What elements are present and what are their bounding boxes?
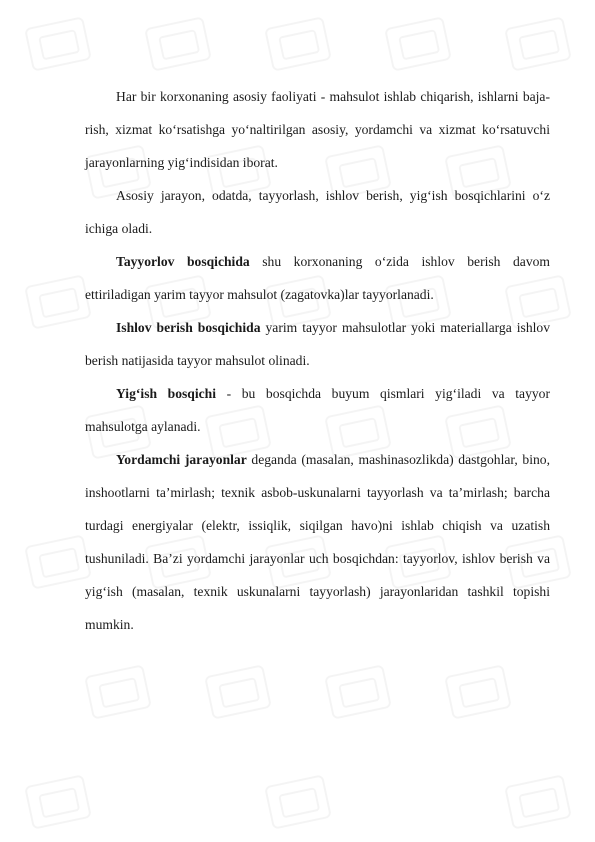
paragraph-preparation-stage	[85, 245, 550, 311]
term-bold: Yig‘ish bosqichi	[116, 386, 216, 401]
paragraph-text: Har bir korxonaning asosiy faoliyati - mahsulot ishlab chiqarish, ishlarni baja-rish, xizmat ko‘rsatishga yo‘naltirilgan asosiy, yordamchi va xizmat ko‘rsatuvchi jarayonlarning yig‘indisidan iborat.	[85, 89, 550, 170]
document-body	[85, 80, 550, 641]
paragraph-text: shu korxonaning o‘zida ishlov berish davom ettiriladigan yarim tayyor mahsulot (zagatovka)lar tayyorlanadi.	[85, 254, 551, 302]
term-bold: Tayyorlov bosqichida	[116, 254, 250, 269]
paragraph-text: deganda (masalan, mashinasozlikda) dastgohlar, bino, inshootlarni ta’mirlash; texnik asbob-uskunalarni tayyorlash va ta’mirlash; barcha turdagi energiyalar (elektr, issiqlik, siqilgan havo)ni ishlab chiqish va uzatish tushuniladi. Ba’zi yordamchi jarayonlar uch bosqichdan: tayyorlov, ishlov berish va yig‘ish (masalan, texnik uskunalarni tayyorlash) jarayonlaridan tashkil topishi mumkin.	[85, 452, 550, 632]
paragraph-assembly-stage	[85, 377, 550, 443]
paragraph-intro	[85, 80, 550, 179]
paragraph-main-process	[85, 179, 550, 245]
paragraph-text: yarim tayyor mahsulotlar yoki materiallarga ishlov berish natijasida tayyor mahsulot olinadi.	[85, 320, 550, 368]
paragraph-text: - bu bosqichda buyum qismlari yig‘iladi va tayyor mahsulotga aylanadi.	[85, 386, 550, 434]
paragraph-processing-stage	[85, 311, 550, 377]
term-bold: Ishlov berish bosqichida	[116, 320, 261, 335]
term-bold: Yordamchi jarayonlar	[116, 452, 247, 467]
paragraph-auxiliary-processes	[85, 443, 550, 641]
paragraph-text: Asosiy jarayon, odatda, tayyorlash, ishlov berish, yig‘ish bosqichlarini o‘z ichiga oladi.	[85, 188, 550, 236]
